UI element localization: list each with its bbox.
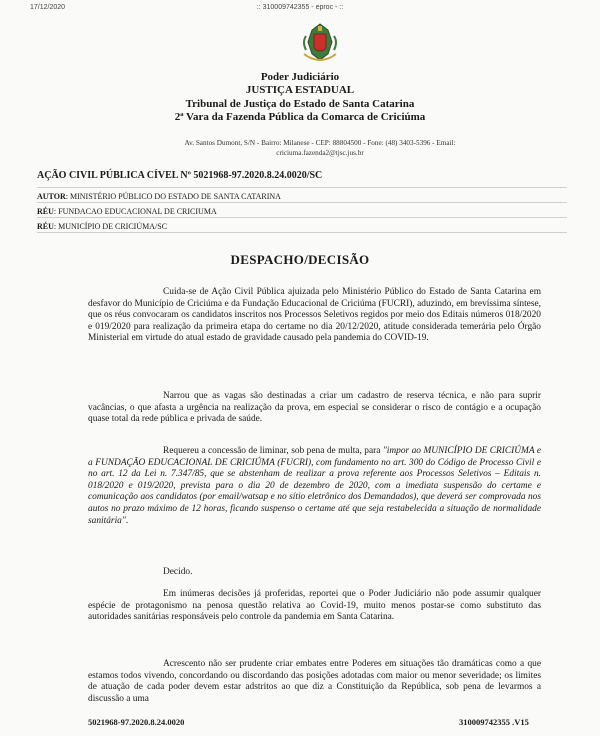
paragraph-2: Narrou que as vagas são destinadas a criar um cadastro de reserva técnica, e não para suprir vacâncias, o que afasta a urgência na realização da prova, em especial se considerar o risco de contágio e a ocupação quase total da rede pública e privada de saúde. bbox=[88, 391, 541, 425]
header-line-1: Poder Judiciário bbox=[260, 71, 340, 83]
paragraph-3 bbox=[88, 446, 541, 527]
process-title: AÇÃO CIVIL PÚBLICA CÍVEL Nº 5021968-97.2020.8.24.0020/SC bbox=[37, 170, 323, 181]
divider bbox=[37, 202, 567, 203]
paragraph-5: Em inúmeras decisões já proferidas, reportei que o Poder Judiciário não pode assumir qualquer espécie de protagonismo na penosa questão relativa ao Covid-19, muito menos postar-se como substituto das autoridades sanitárias responsáveis pelo controle da pandemia em Santa Catarina. bbox=[88, 589, 541, 623]
court-address bbox=[150, 138, 490, 158]
header-line-2: JUSTIÇA ESTADUAL bbox=[245, 84, 355, 96]
paragraph-3-intro: Requereu a concessão de liminar, sob pena de multa, para bbox=[163, 446, 383, 456]
address-line-1: Av. Santos Dumont, S/N - Bairro: Milanese - CEP: 88804500 - Fone: (48) 3403-5396 - Email: bbox=[184, 139, 456, 147]
paragraph-3-end: . bbox=[125, 515, 129, 526]
footer-process-number: 5021968-97.2020.8.24.0020 bbox=[88, 717, 185, 727]
party-role: AUTOR bbox=[37, 192, 66, 201]
divider bbox=[37, 187, 567, 188]
header-line-3: Tribunal de Justiça do Estado de Santa Catarina bbox=[185, 98, 415, 110]
footer-document-id: 310009742355 .V15 bbox=[459, 717, 529, 727]
coat-of-arms-icon bbox=[298, 20, 342, 66]
paragraph-6: Acrescento não ser prudente criar embates entre Poderes em situações tão dramáticas como a que estamos todos vivendo, concordando ou discordando das posições adotadas com maior ou menor severidade; os limites de atuação de cada poder devem estar adstritos ao que diz a Constituição da República, sob pena de levarmos a discussão a uma bbox=[88, 659, 541, 704]
header-line-4: 2ª Vara da Fazenda Pública da Comarca de Criciúma bbox=[174, 111, 426, 123]
divider bbox=[37, 232, 567, 233]
browser-print-header bbox=[0, 2, 600, 14]
party-defendant-1: RÉU: FUNDACAO EDUCACIONAL DE CRICIUMA bbox=[37, 207, 217, 216]
print-tab-title: :: 310009742355 - eproc - :: bbox=[256, 4, 344, 11]
print-date: 17/12/2020 bbox=[30, 4, 66, 11]
paragraph-1: Cuida-se de Ação Civil Pública ajuizada pelo Ministério Público do Estado de Santa Catarina em desfavor do Município de Criciúma e da Fundação Educacional de Criciúma (FUCRI), aduzindo, em brevíssima síntese, que os réus convocaram os candidatos inscritos nos Processos Seletivos regidos por meio dos Editais números 018/2020 e 019/2020 para realização da primeira etapa do certame no dia 20/12/2020, atitude considerada temerária pelo Órgão Ministerial em virtude do atual estado de gravidade causado pela pandemia do COVID-19. bbox=[88, 287, 541, 344]
paragraph-4: Decido. bbox=[163, 567, 193, 577]
party-role: RÉU bbox=[37, 222, 54, 231]
party-role: RÉU bbox=[37, 207, 54, 216]
party-defendant-2: RÉU: MUNICÍPIO DE CRICIÚMA/SC bbox=[37, 222, 168, 231]
paragraph-3-quote: "impor ao MUNICÍPIO DE CRICIÚMA e a FUNDAÇÃO EDUCACIONAL DE CRICIÚMA (FUCRI), com fundamento no art. 300 do Código de Processo Civil e no art. 12 da Lei n. 7.347/85, que se abstenham de realizar a prova referente aos Processos Seletivos – Editais n. 018/2020 e 019/2020, prevista para o dia 20 de dezembro de 2020, com a imediata suspensão do certame e comunicação aos candidatos (por email/watsap e no sítio eletrônico dos Demandados), que deverá ser comprovada nos autos no prazo máximo de 12 horas, ficando suspenso o certame até que seja restabelecida a situação de normalidade sanitária" bbox=[88, 446, 542, 526]
party-name: MINISTÉRIO PÚBLICO DO ESTADO DE SANTA CATARINA bbox=[69, 192, 281, 201]
party-author: AUTOR: MINISTÉRIO PÚBLICO DO ESTADO DE SANTA CATARINA bbox=[37, 192, 281, 201]
decision-title: DESPACHO/DECISÃO bbox=[230, 252, 370, 267]
party-name: MUNICÍPIO DE CRICIÚMA/SC bbox=[58, 222, 168, 231]
party-name: FUNDACAO EDUCACIONAL DE CRICIUMA bbox=[58, 207, 217, 216]
address-line-2: criciuma.fazenda2@tjsc.jus.br bbox=[276, 149, 364, 157]
divider bbox=[37, 217, 567, 218]
